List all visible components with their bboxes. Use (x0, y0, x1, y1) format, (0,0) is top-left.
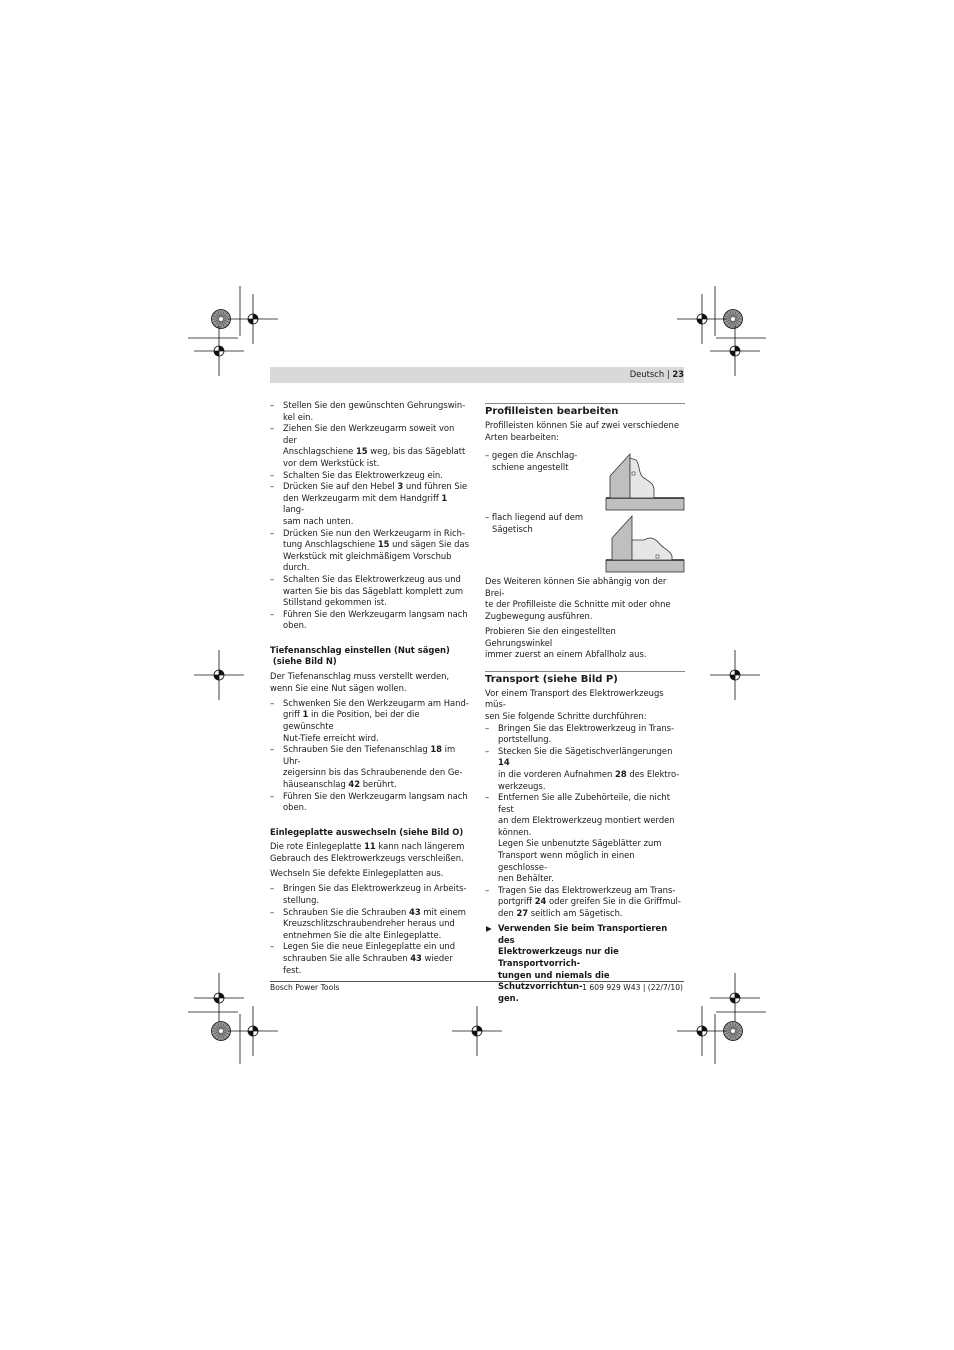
list-dash: – (270, 608, 275, 619)
list-item-text: Schrauben Sie die Schrauben 43 mit einem Kreuzschlitzschraubendreher heraus und entnehmen Sie die alte Einlegeplatte. (283, 906, 466, 940)
list-item-text: Ziehen Sie den Werkzeugarm soweit von der Anschlagschiene 15 weg, bis das Sägeblatt vor dem Werkstück ist. (283, 423, 466, 468)
header-language: Deutsch (629, 369, 665, 379)
list-dash: – (485, 745, 490, 756)
list-dash: – (270, 906, 275, 917)
list-dash: – (270, 481, 275, 492)
list-dash: – (485, 722, 490, 733)
list-item-text: Führen Sie den Werkzeugarm langsam nach oben. (283, 608, 468, 631)
insert-plate-heading: Einlegeplatte auswechseln (siehe Bild O) (270, 826, 464, 837)
star-target-icon (212, 310, 231, 329)
list-dash: – (270, 883, 275, 894)
list-dash: – (270, 573, 275, 584)
crosshair-icon (194, 326, 244, 376)
list-item-text: Führen Sie den Werkzeugarm langsam nach oben. (283, 790, 468, 813)
transport-intro: Vor einem Transport des Elektrowerkzeugs müs- sen Sie folgende Schritte durchführen: (485, 687, 664, 721)
page-number: 23 (672, 369, 684, 379)
list-dash: – (485, 792, 490, 803)
depth-stop-intro: Der Tiefenanschlag muss verstellt werden, wenn Sie eine Nut sägen wollen. (270, 671, 450, 693)
list-dash: – (270, 400, 275, 410)
list-item-text: Bringen Sie das Elektrowerkzeug in Trans- portstellung. (498, 722, 675, 745)
list-item-text: Stecken Sie die Sägetischverlängerungen 14 in die vorderen Aufnahmen 28 des Elektro- werkzeugs. (498, 745, 680, 791)
list-item-text: Schalten Sie das Elektrowerkzeug ein. (283, 469, 443, 480)
profile-text-test: Probieren Sie den eingestellten Gehrungswinkel immer zuerst an einem Abfallholz aus. (485, 625, 647, 660)
profile-heading: Profilleisten bearbeiten (485, 406, 619, 417)
list-dash: – (270, 744, 275, 755)
list-dash: – (270, 423, 275, 434)
crosshair-icon (710, 973, 760, 1023)
list-item-text: Schwenken Sie den Werkzeugarm am Hand- griff 1 in die Position, bei der die gewünschte Nut-Tiefe erreicht wird. (283, 697, 469, 743)
crosshair-icon (452, 1006, 502, 1056)
star-target-icon (212, 1022, 231, 1041)
list-item-text: Tragen Sie das Elektrowerkzeug am Trans- portgriff 24 oder greifen Sie in die Griffmul- den 27 seitlich am Sägetisch. (498, 884, 681, 919)
crosshair-icon (228, 1006, 278, 1056)
crosshair-icon (677, 294, 727, 344)
list-item-text: Entfernen Sie alle Zubehörteile, die nicht fest an dem Elektrowerkzeug montiert werden können. Legen Sie unbenutzte Sägeblätter zum Transport wenn möglich in einen geschlosse- nen Behälter. (498, 792, 675, 884)
list-dash: – (270, 697, 275, 708)
crosshair-icon (710, 326, 760, 376)
crosshair-icon (194, 973, 244, 1023)
depth-stop-heading-line-1: Tiefenanschlag einstellen (Nut sägen) (270, 644, 450, 655)
insert-plate-replace-note: Wechseln Sie defekte Einlegeplatten aus. (270, 868, 444, 879)
list-item-text: Schalten Sie das Elektrowerkzeug aus und warten Sie bis das Sägeblatt komplett zum Stillstand gekommen ist. (283, 573, 464, 608)
profile-text-cut: Des Weiteren können Sie abhängig von der Brei- te der Profilleiste die Schnitte mit oder ohne Zugbewegung ausführen. (485, 576, 671, 621)
transport-heading: Transport (siehe Bild P) (485, 673, 618, 685)
list-item-text: Legen Sie die neue Einlegeplatte ein und schrauben Sie alle Schrauben 43 wieder fest. (283, 941, 456, 975)
list-item-text: Stellen Sie den gewünschten Gehrungswin- kel ein. (283, 400, 466, 422)
list-dash: – (270, 790, 275, 801)
warning-arrow-icon: ▶ (486, 924, 492, 934)
header-separator: | (666, 369, 670, 379)
list-item-text: Drücken Sie auf den Hebel 3 und führen Sie den Werkzeugarm mit dem Handgriff 1 lang- sam nach unten. (283, 481, 468, 526)
figure-1-caption: – gegen die Anschlag- schiene angestellt (485, 450, 578, 472)
profile-intro: Profilleisten können Sie auf zwei verschiedene Arten bearbeiten: (485, 420, 680, 442)
crosshair-icon (228, 294, 278, 344)
list-dash: – (485, 884, 490, 895)
list-item-text: Drücken Sie nun den Werkzeugarm in Rich- tung Anschlagschiene 15 und sägen Sie das Werkstück mit gleichmäßigem Vorschub durch. (283, 527, 469, 573)
insert-plate-intro: Die rote Einlegeplatte 11 kann nach längerem Gebrauch des Elektrowerkzeugs verschleißen. (270, 841, 465, 863)
figure-2-caption: – flach liegend auf dem Sägetisch (485, 512, 584, 534)
list-item-text: Bringen Sie das Elektrowerkzeug in Arbeits- stellung. (283, 883, 467, 905)
list-dash: – (270, 527, 275, 538)
crosshair-icon (194, 650, 244, 700)
crosshair-icon (677, 1006, 727, 1056)
footer-doc-number: 1 609 929 W43 | (22/7/10) (582, 983, 683, 992)
list-dash: – (270, 941, 275, 952)
footer-publisher: Bosch Power Tools (270, 983, 340, 992)
depth-stop-heading-line-2: (siehe Bild N) (270, 656, 337, 667)
list-item-text: Schrauben Sie den Tiefenanschlag 18 im Uhr- zeigersinn bis das Schraubenende den Ge- häuseanschlag 42 berührt. (283, 744, 463, 789)
crosshair-icon (710, 650, 760, 700)
list-dash: – (270, 469, 275, 480)
transport-warning-text: Verwenden Sie beim Transportieren des Elektrowerkzeugs nur die Transportvorrich- tungen und niemals die Schutzvorrichtun- gen. (498, 923, 668, 1003)
